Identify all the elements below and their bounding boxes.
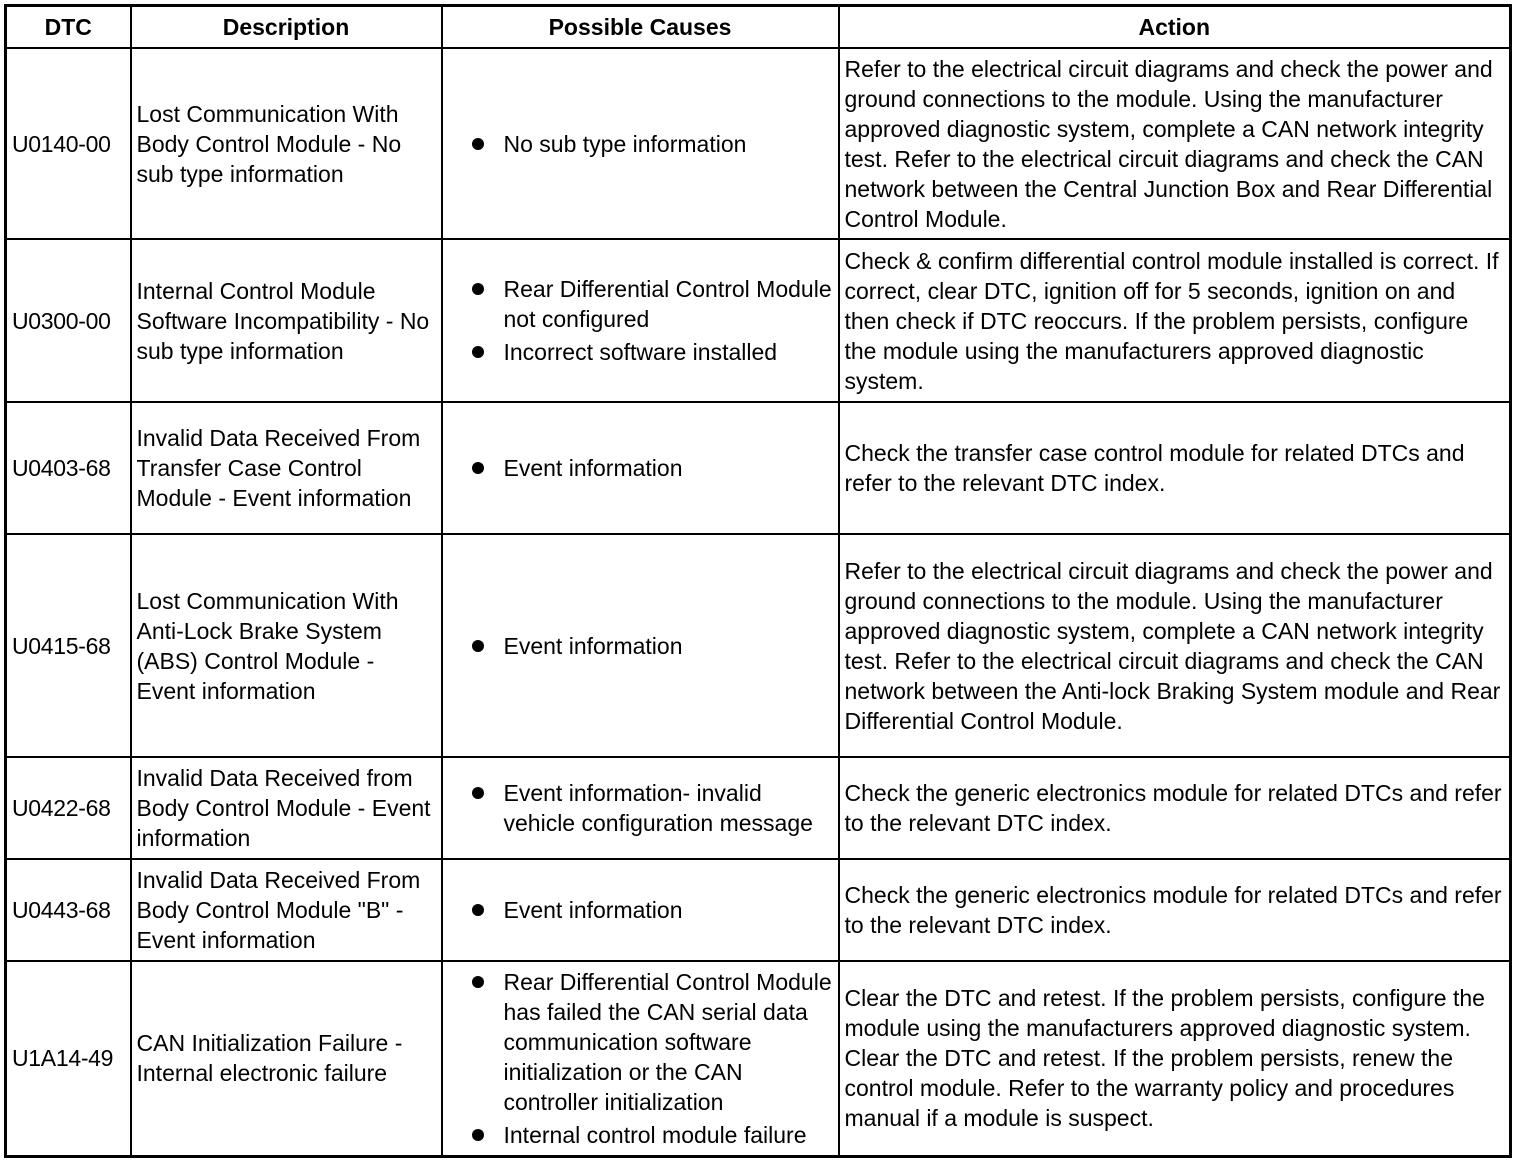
dtc-code: U0415-68: [6, 534, 131, 757]
possible-causes: [442, 961, 839, 1156]
header-description: Description: [131, 6, 442, 49]
header-action: Action: [839, 6, 1511, 49]
dtc-action: Check the generic electronics module for related DTCs and refer to the relevant DTC index.: [839, 757, 1511, 859]
dtc-action: Check the generic electronics module for related DTCs and refer to the relevant DTC index.: [839, 859, 1511, 961]
table-row: [6, 48, 1511, 239]
bullet-icon: [472, 1129, 484, 1141]
dtc-description: Internal Control Module Software Incompatibility - No sub type information: [131, 239, 442, 402]
cause-item: [472, 129, 833, 159]
dtc-action: Refer to the electrical circuit diagrams and check the power and ground connections to the module. Using the manufacturer approved diagnostic system, complete a CAN network integrity test. Refer to the electrical circuit diagrams and check the CAN network between the Central Junction Box and Rear Differential Control Module.: [839, 48, 1511, 239]
dtc-description: Invalid Data Received From Body Control Module "B" - Event information: [131, 859, 442, 961]
dtc-code: U0140-00: [6, 48, 131, 239]
dtc-code: U0300-00: [6, 239, 131, 402]
cause-text: Rear Differential Control Module has failed the CAN serial data communication software initialization or the CAN controller initialization: [503, 968, 832, 1115]
dtc-table: [4, 4, 1512, 1158]
header-possible-causes: Possible Causes: [442, 6, 839, 49]
bullet-icon: [472, 976, 484, 988]
cause-item: [472, 631, 833, 661]
table-row: [6, 859, 1511, 961]
possible-causes: [442, 48, 839, 239]
dtc-code: U0403-68: [6, 402, 131, 534]
cause-item: [472, 1120, 833, 1150]
bullet-icon: [472, 138, 484, 150]
cause-text: Internal control module failure: [503, 1121, 807, 1148]
cause-item: [472, 274, 833, 334]
bullet-icon: [472, 346, 484, 358]
bullet-icon: [472, 462, 484, 474]
possible-causes: [442, 859, 839, 961]
dtc-description: Invalid Data Received From Transfer Case Control Module - Event information: [131, 402, 442, 534]
dtc-action: Check the transfer case control module for related DTCs and refer to the relevant DTC index.: [839, 402, 1511, 534]
table-row: [6, 534, 1511, 757]
dtc-description: CAN Initialization Failure - Internal electronic failure: [131, 961, 442, 1156]
possible-causes: [442, 757, 839, 859]
dtc-code: U1A14-49: [6, 961, 131, 1156]
dtc-description: Lost Communication With Body Control Module - No sub type information: [131, 48, 442, 239]
bullet-icon: [472, 904, 484, 916]
cause-item: [472, 895, 833, 925]
header-dtc: DTC: [6, 6, 131, 49]
dtc-action: Clear the DTC and retest. If the problem persists, configure the module using the manufacturers approved diagnostic system. Clear the DTC and retest. If the problem persists, renew the control module. Refer to the warranty policy and procedures manual if a module is suspect.: [839, 961, 1511, 1156]
table-row: [6, 402, 1511, 534]
possible-causes: [442, 534, 839, 757]
cause-item: [472, 453, 833, 483]
bullet-icon: [472, 283, 484, 295]
bullet-icon: [472, 640, 484, 652]
table-row: [6, 239, 1511, 402]
table-row: [6, 757, 1511, 859]
bullet-icon: [472, 787, 484, 799]
cause-text: Rear Differential Control Module not configured: [503, 276, 832, 332]
dtc-code: U0443-68: [6, 859, 131, 961]
cause-text: Event information: [503, 632, 683, 659]
cause-item: [472, 967, 833, 1117]
cause-text: No sub type information: [503, 130, 747, 157]
possible-causes: [442, 402, 839, 534]
cause-text: Event information- invalid vehicle configuration message: [503, 780, 813, 836]
cause-text: Event information: [503, 455, 683, 481]
dtc-action: Check & confirm differential control module installed is correct. If correct, clear DTC, ignition off for 5 seconds, ignition on and then check if DTC reoccurs. If the problem persists, configure the module using the manufacturers approved diagnostic system.: [839, 239, 1511, 402]
cause-item: [472, 778, 833, 838]
dtc-description: Invalid Data Received from Body Control Module - Event information: [131, 757, 442, 859]
table-row: [6, 961, 1511, 1156]
cause-text: Event information: [503, 897, 683, 923]
possible-causes: [442, 239, 839, 402]
dtc-document: [4, 4, 1509, 1158]
dtc-description: Lost Communication With Anti-Lock Brake System (ABS) Control Module - Event information: [131, 534, 442, 757]
cause-item: [472, 337, 833, 367]
cause-text: Incorrect software installed: [503, 339, 778, 365]
dtc-code: U0422-68: [6, 757, 131, 859]
header-row: [6, 6, 1511, 49]
dtc-action: Refer to the electrical circuit diagrams and check the power and ground connections to the module. Using the manufacturer approved diagnostic system, complete a CAN network integrity test. Refer to the electrical circuit diagrams and check the CAN network between the Anti-lock Braking System module and Rear Differential Control Module.: [839, 534, 1511, 757]
